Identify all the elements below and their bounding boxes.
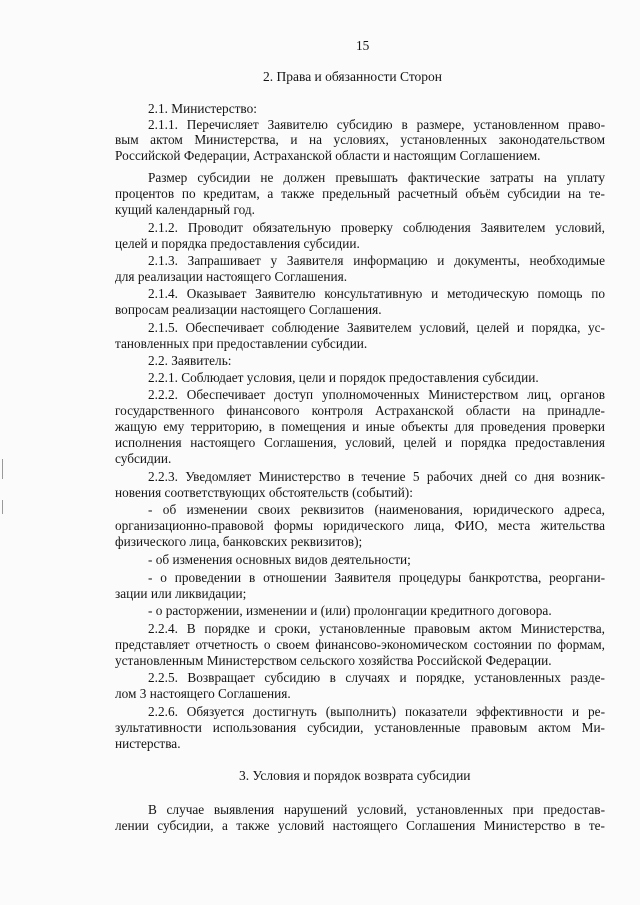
paragraph-subsidy-size-line: Размер субсидии не должен превышать фактические затраты на уплату xyxy=(148,170,605,185)
paragraph-2-2-4-line: представляет отчетность о своем финансово-экономическом состоянии по формам, xyxy=(115,637,605,652)
section-3-heading: 3. Условия и порядок возврата субсидии xyxy=(239,768,471,783)
paragraph-2-1-4-line: 2.1.4. Оказывает Заявителю консультативную и методическую помощь по xyxy=(148,286,605,301)
paragraph-2-2-2-line: жащую ему территорию, в помещения и иные объекты для проведения проверки xyxy=(115,419,605,434)
paragraph-2-1-2-line: 2.1.2. Проводит обязательную проверку соблюдения Заявителем условий, xyxy=(148,220,605,235)
section-2-heading: 2. Права и обязанности Сторон xyxy=(263,69,443,84)
paragraph-2-2-3-line: 2.2.3. Уведомляет Министерство в течение 5 рабочих дней со дня возник- xyxy=(148,469,605,484)
scan-edge-mark xyxy=(2,459,3,479)
paragraph-2-2-4-line: 2.2.4. В порядке и сроки, установленные правовым актом Министерства, xyxy=(148,621,605,636)
list-item-line: организационно-правовой формы юридического лица, ФИО, места жительства xyxy=(115,518,605,533)
paragraph-3-line: лении субсидии, а также условий настоящего Соглашения Министерство в те- xyxy=(115,818,605,833)
list-item-line: зации или ликвидации; xyxy=(115,586,247,601)
paragraph-2-2-3-line: новения соответствующих обстоятельств (событий): xyxy=(115,485,413,500)
page-number: 15 xyxy=(356,38,370,53)
paragraph-2-1-5-line: тановленных при предоставлении субсидии. xyxy=(115,336,368,351)
paragraph-2-1-1-line: вым актом Министерства, и на условиях, установленных законодательством xyxy=(115,132,605,147)
paragraph-2-2-5-line: лом 3 настоящего Соглашения. xyxy=(115,686,291,701)
paragraph-2-1-1-line: Российской Федерации, Астраханской области и настоящим Соглашением. xyxy=(115,148,541,163)
paragraph-subsidy-size-line: кущий календарный год. xyxy=(115,202,255,217)
paragraph-2-2-1: 2.2.1. Соблюдает условия, цели и порядок предоставления субсидии. xyxy=(148,370,539,385)
paragraph-2-2-2-line: субсидии. xyxy=(115,451,172,466)
list-item-line: физического лица, банковских реквизитов); xyxy=(115,534,363,549)
list-item: - о расторжении, изменении и (или) пролонгации кредитного договора. xyxy=(148,603,552,618)
paragraph-2-2: 2.2. Заявитель: xyxy=(148,353,232,368)
paragraph-subsidy-size-line: процентов по кредитам, а также предельный расчетный объём субсидии на те- xyxy=(115,186,605,201)
paragraph-2-2-6-line: нистерства. xyxy=(115,736,181,751)
paragraph-3-line: В случае выявления нарушений условий, установленных при предостав- xyxy=(148,802,605,817)
list-item-line: - о проведении в отношении Заявителя процедуры банкротства, реоргани- xyxy=(148,570,605,585)
paragraph-2-1-3-line: 2.1.3. Запрашивает у Заявителя информацию и документы, необходимые xyxy=(148,253,605,268)
paragraph-2-1-1-line: 2.1.1. Перечисляет Заявителю субсидию в размере, установленном право- xyxy=(148,117,605,132)
paragraph-2-1-2-line: целей и порядка предоставления субсидии. xyxy=(115,236,360,251)
paragraph-2-2-2-line: исполнения настоящего Соглашения, условий, целей и порядка предоставления xyxy=(115,435,605,450)
paragraph-2-2-6-line: 2.2.6. Обязуется достигнуть (выполнить) показатели эффективности и ре- xyxy=(148,704,605,719)
list-item: - об изменения основных видов деятельности; xyxy=(148,552,411,567)
paragraph-2-2-2-line: 2.2.2. Обеспечивает доступ уполномоченных Министерством лиц, органов xyxy=(148,387,605,402)
scan-edge-mark xyxy=(2,500,3,514)
paragraph-2-2-5-line: 2.2.5. Возвращает субсидию в случаях и порядке, установленных разде- xyxy=(148,670,605,685)
paragraph-2-1-5-line: 2.1.5. Обеспечивает соблюдение Заявителем условий, целей и порядка, ус- xyxy=(148,320,605,335)
paragraph-2-2-4-line: установленным Министерством сельского хозяйства Российской Федерации. xyxy=(115,653,552,668)
paragraph-2-2-6-line: зультативности использования субсидии, установленные правовым актом Ми- xyxy=(115,720,605,735)
list-item-line: - об изменении своих реквизитов (наименования, юридического адреса, xyxy=(148,502,605,517)
paragraph-2-1-4-line: вопросам реализации настоящего Соглашения. xyxy=(115,302,382,317)
paragraph-2-2-2-line: государственного финансового контроля Астраханской области на принадле- xyxy=(115,403,605,418)
paragraph-2-1-3-line: для реализации настоящего Соглашения. xyxy=(115,269,348,284)
paragraph-2-1: 2.1. Министерство: xyxy=(148,101,257,116)
